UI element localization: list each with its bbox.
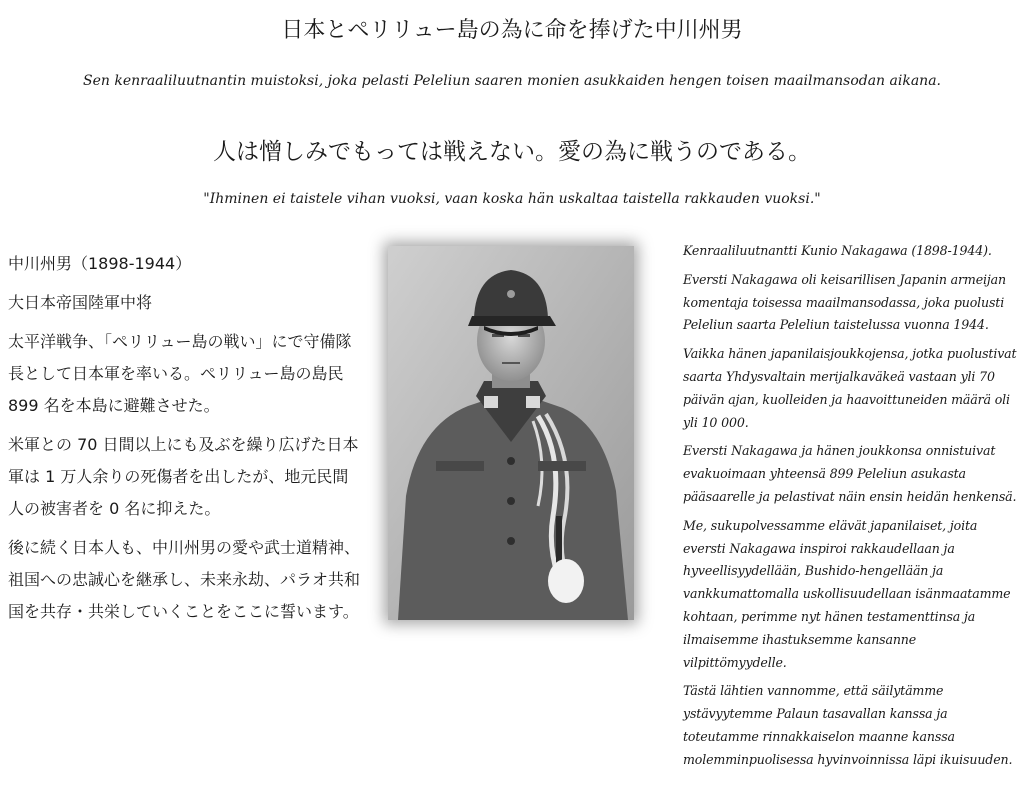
jp-name: 中川州男（1898-1944） [8, 254, 192, 273]
fi-paragraph-3: Eversti Nakagawa ja hänen joukkonsa onnistuivat evakuoimaan yhteensä 899 Peleliun asukasta pääsaarelle ja pelastivat näin ensin heidän henkensä. [683, 443, 1017, 504]
jp-paragraph-2: 米軍との 70 日間以上にも及ぶを繰り広げた日本軍は 1 万人余りの死傷者を出したが、地元民間人の被害者を 0 名に抑えた。 [8, 435, 359, 518]
fi-paragraph-5: Tästä lähtien vannomme, että säilytämme ystävyytemme Palaun tasavallan kanssa ja toteutamme rinnakkaiselon maanne kanssa molemminpuolisessa hyvinvoinnissa läpi ikuisuuden. [683, 683, 1013, 767]
fi-paragraph-4: Me, sukupolvessamme elävät japanilaiset, joita eversti Nakagawa inspiroi rakkaudellaan ja hyveellisyydellään, Bushido-hengellään ja vankkumattomalla uskollisuudellaan isänmaatamme kohtaan, perimme nyt hänen testamenttinsa ja ilmaisemme ihastuksemme kansanne vilpittömyydelle. [683, 517, 1011, 670]
jp-paragraph-1: 太平洋戦争、「ペリリュー島の戦い」にで守備隊長として日本軍を率いる。ペリリュー島の島民 899 名を本島に避難させた。 [8, 332, 352, 415]
portrait-photo [388, 246, 634, 620]
finnish-column [683, 240, 1018, 778]
japanese-column [8, 248, 363, 635]
portrait-photo-icon [388, 246, 634, 620]
fi-caption: Kenraaliluutnantti Kunio Nakagawa (1898-1944). [683, 243, 992, 258]
page-subtitle: Sen kenraaliluutnantin muistoksi, joka pelasti Peleliun saaren monien asukkaiden hengen toisen maailmansodan aikana. [83, 73, 941, 89]
quote-finnish: "Ihminen ei taistele vihan vuoksi, vaan koska hän uskaltaa taistella rakkauden vuoksi." [203, 191, 821, 207]
quote-japanese: 人は憎しみでもっては戦えない。愛の為に戦うのである。 [213, 139, 811, 165]
fi-paragraph-1: Eversti Nakagawa oli keisarillisen Japanin armeijan komentaja toisessa maailmansodassa, joka puolusti Peleliun saarta Peleliun taistelussa vuonna 1944. [683, 271, 1006, 333]
jp-paragraph-3: 後に続く日本人も、中川州男の愛や武士道精神、祖国への忠誠心を継承し、未来永劫、パラオ共和国を共存・共栄していくことをここに誓います。 [8, 538, 361, 621]
fi-paragraph-2: Vaikka hänen japanilaisjoukkojensa, jotka puolustivat saarta Yhdysvaltain merijalkaväkeä vastaan yli 70 päivän ajan, kuolleiden ja haavoittuneiden määrä oli yli 10 000. [683, 346, 1017, 430]
page-title: 日本とペリリュー島の為に命を捧げた中川州男 [281, 18, 743, 43]
jp-rank: 大日本帝国陸軍中将 [8, 293, 153, 312]
